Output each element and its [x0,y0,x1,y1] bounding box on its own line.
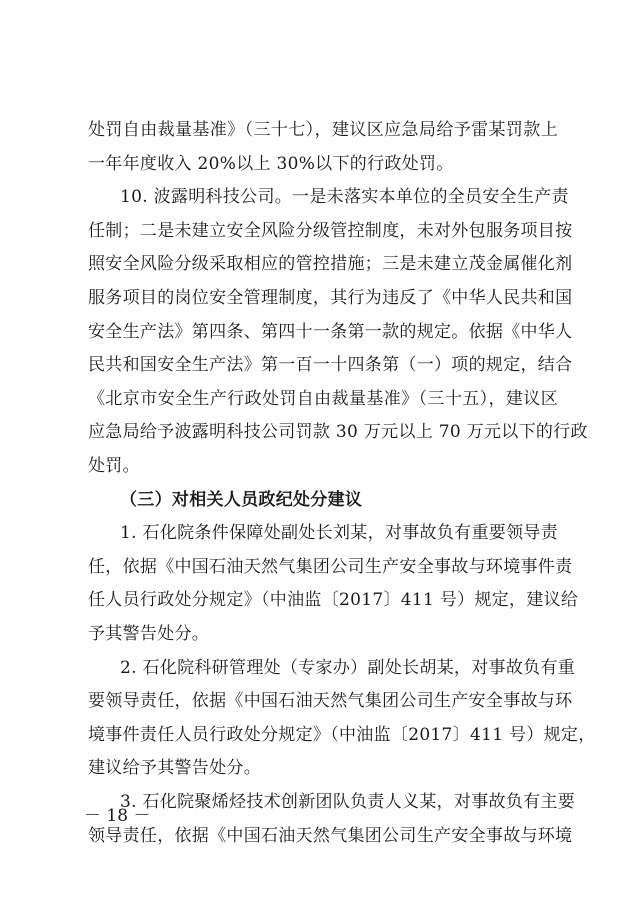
paragraph-line: 建议给予其警告处分。 [88,758,261,778]
paragraph-line: 服务项目的岗位安全管理制度，其行为违反了《中华人民共和国 [88,288,573,308]
paragraph-line: 民共和国安全生产法》第一百一十四条第（一）项的规定，结合 [88,355,573,375]
paragraph-line: 安全生产法》第四条、第四十一条第一款的规定。依据《中华人 [88,322,573,342]
page-number: － 18 － [84,806,151,826]
paragraph-line: 照安全风险分级采取相应的管控措施；三是未建立茂金属催化剂 [88,254,573,274]
paragraph-line: 处罚自由裁量基准》（三十七），建议区应急局给予雷某罚款上 [88,120,558,140]
paragraph-line: 领导责任，依据《中国石油天然气集团公司生产安全事故与环境 [88,826,573,846]
paragraph-line: 《北京市安全生产行政处罚自由裁量基准》（三十五），建议区 [88,389,558,409]
paragraph-line: 予其警告处分。 [88,624,210,644]
paragraph-line: 要领导责任，依据《中国石油天然气集团公司生产安全事故与环 [88,691,573,711]
paragraph-line: 一年年度收入 20%以上 30%以下的行政处罚。 [88,154,454,174]
paragraph-line: 3. 石化院聚烯烃技术创新团队负责人义某，对事故负有主要 [120,792,576,812]
paragraph-line: 任制；二是未建立安全风险分级管控制度，未对外包服务项目按 [88,221,573,241]
paragraph-line: 处罚。 [88,456,140,476]
paragraph-line: 2. 石化院科研管理处（专家办）副处长胡某，对事故负有重 [120,658,576,678]
paragraph-line: 应急局给予波露明科技公司罚款 30 万元以上 70 万元以下的行政 [88,422,588,442]
paragraph-line: 任，依据《中国石油天然气集团公司生产安全事故与环境事件责 [88,557,573,577]
paragraph-line: 1. 石化院条件保障处副处长刘某，对事故负有重要领导责 [120,523,558,543]
section-heading: （三）对相关人员政纪处分建议 [120,490,363,510]
paragraph-line: 10. 波露明科技公司。一是未落实本单位的全员安全生产责 [120,187,569,207]
paragraph-line: 任人员行政处分规定》（中油监〔2017〕411 号）规定，建议给 [88,590,579,610]
paragraph-line: 境事件责任人员行政处分规定》（中油监〔2017〕411 号）规定， [88,725,596,745]
